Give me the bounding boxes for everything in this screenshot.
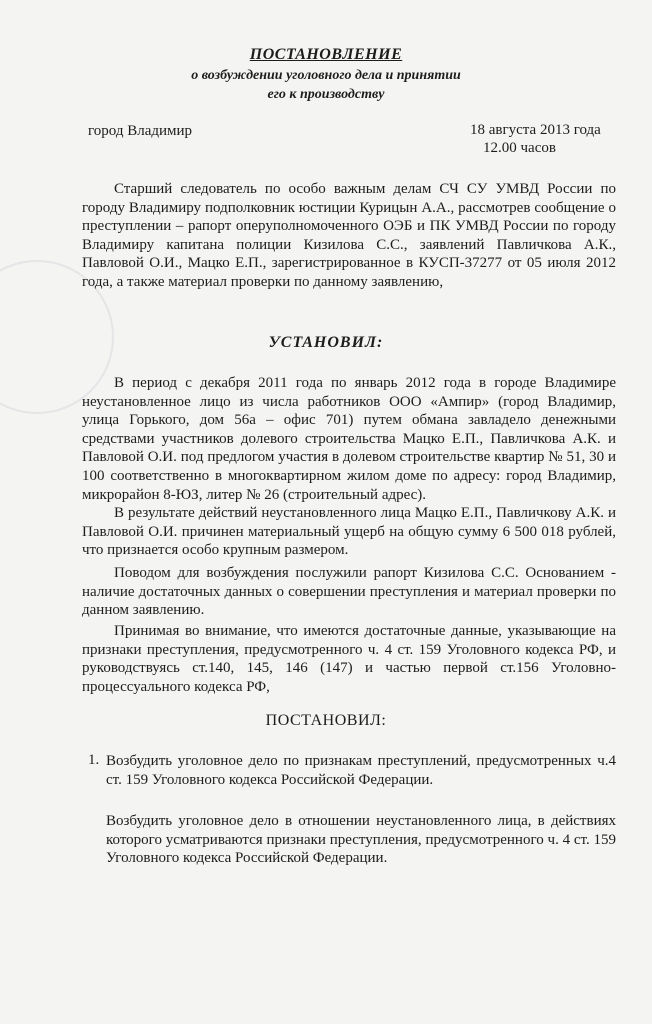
established-paragraph-3: Поводом для возбуждения послужили рапорт Кизилова С.С. Основанием - наличие достаточных данных о совершении преступления и материал проверки по данном заявлению. (82, 565, 616, 619)
document-date: 18 августа 2013 года (470, 122, 601, 138)
document-time: 12.00 часов (483, 140, 556, 156)
document-city: город Владимир (88, 123, 193, 139)
established-paragraph-4: Принимая во внимание, что имеются достаточные данные, указывающие на признаки преступления, предусмотренного ч. 4 ст. 159 Уголовного кодекса РФ, и руководствуясь ст.140, 145, 146 (147) и частью первой ст.156 Уголовно-процессуального кодекса РФ, (82, 623, 616, 695)
subtitle-line-2: его к производству (267, 87, 385, 102)
intro-paragraph: Старший следователь по особо важным делам СЧ СУ УМВД России по городу Владимиру подполковник юстиции Курицын А.А., рассмотрев сообщение о преступлении – рапорт оперуполномоченного ОЭБ и ПК УМВД России по городу Владимиру капитана полиции Кизилова С.С., заявлений Павличкова А.К., Павловой О.И., Мацко Е.П., зарегистрированное в КУСП-37277 от 05 июля 2012 года, а также материал проверки по данному заявлению, (82, 181, 616, 290)
document-title: ПОСТАНОВЛЕНИЕ (249, 46, 403, 63)
section-heading-resolved: ПОСТАНОВИЛ: (265, 712, 387, 729)
resolution-item-1: Возбудить уголовное дело по признакам преступлений, предусмотренных ч.4 ст. 159 Уголовного кодекса Российской Федерации. (106, 753, 616, 788)
resolution-item-2: Возбудить уголовное дело в отношении неустановленного лица, в действиях которого усматриваются признаки преступления, предусмотренного ч. 4 ст. 159 Уголовного кодекса Российской Федерации. (106, 813, 616, 867)
established-paragraph-2: В результате действий неустановленного лица Мацко Е.П., Павличкову А.К. и Павловой О.И. причинен материальный ущерб на общую сумму 6 500 018 рублей, что признается особо крупным размером. (82, 505, 616, 559)
document-subtitle (0, 66, 652, 104)
resolution-number: 1. (88, 752, 100, 768)
section-heading-established: УСТАНОВИЛ: (268, 334, 384, 351)
subtitle-line-1: о возбуждении уголовного дела и принятии (191, 68, 461, 83)
established-paragraph-1: В период с декабря 2011 года по январь 2012 года в городе Владимире неустановленное лицо из числа работников ООО «Ампир» (город Владимир, улица Горького, дом 56а – офис 701) путем обмана завладело денежными средствами участников долевого строительства Мацко Е.П., Павличкова А.К. и Павловой О.И. под предлогом участия в долевом строительстве квартир № 51, 30 и 100 соответственно в многоквартирном жилом доме по адресу: город Владимир, микрорайон 8-ЮЗ, литер № 26 (строительный адрес). (82, 375, 616, 503)
